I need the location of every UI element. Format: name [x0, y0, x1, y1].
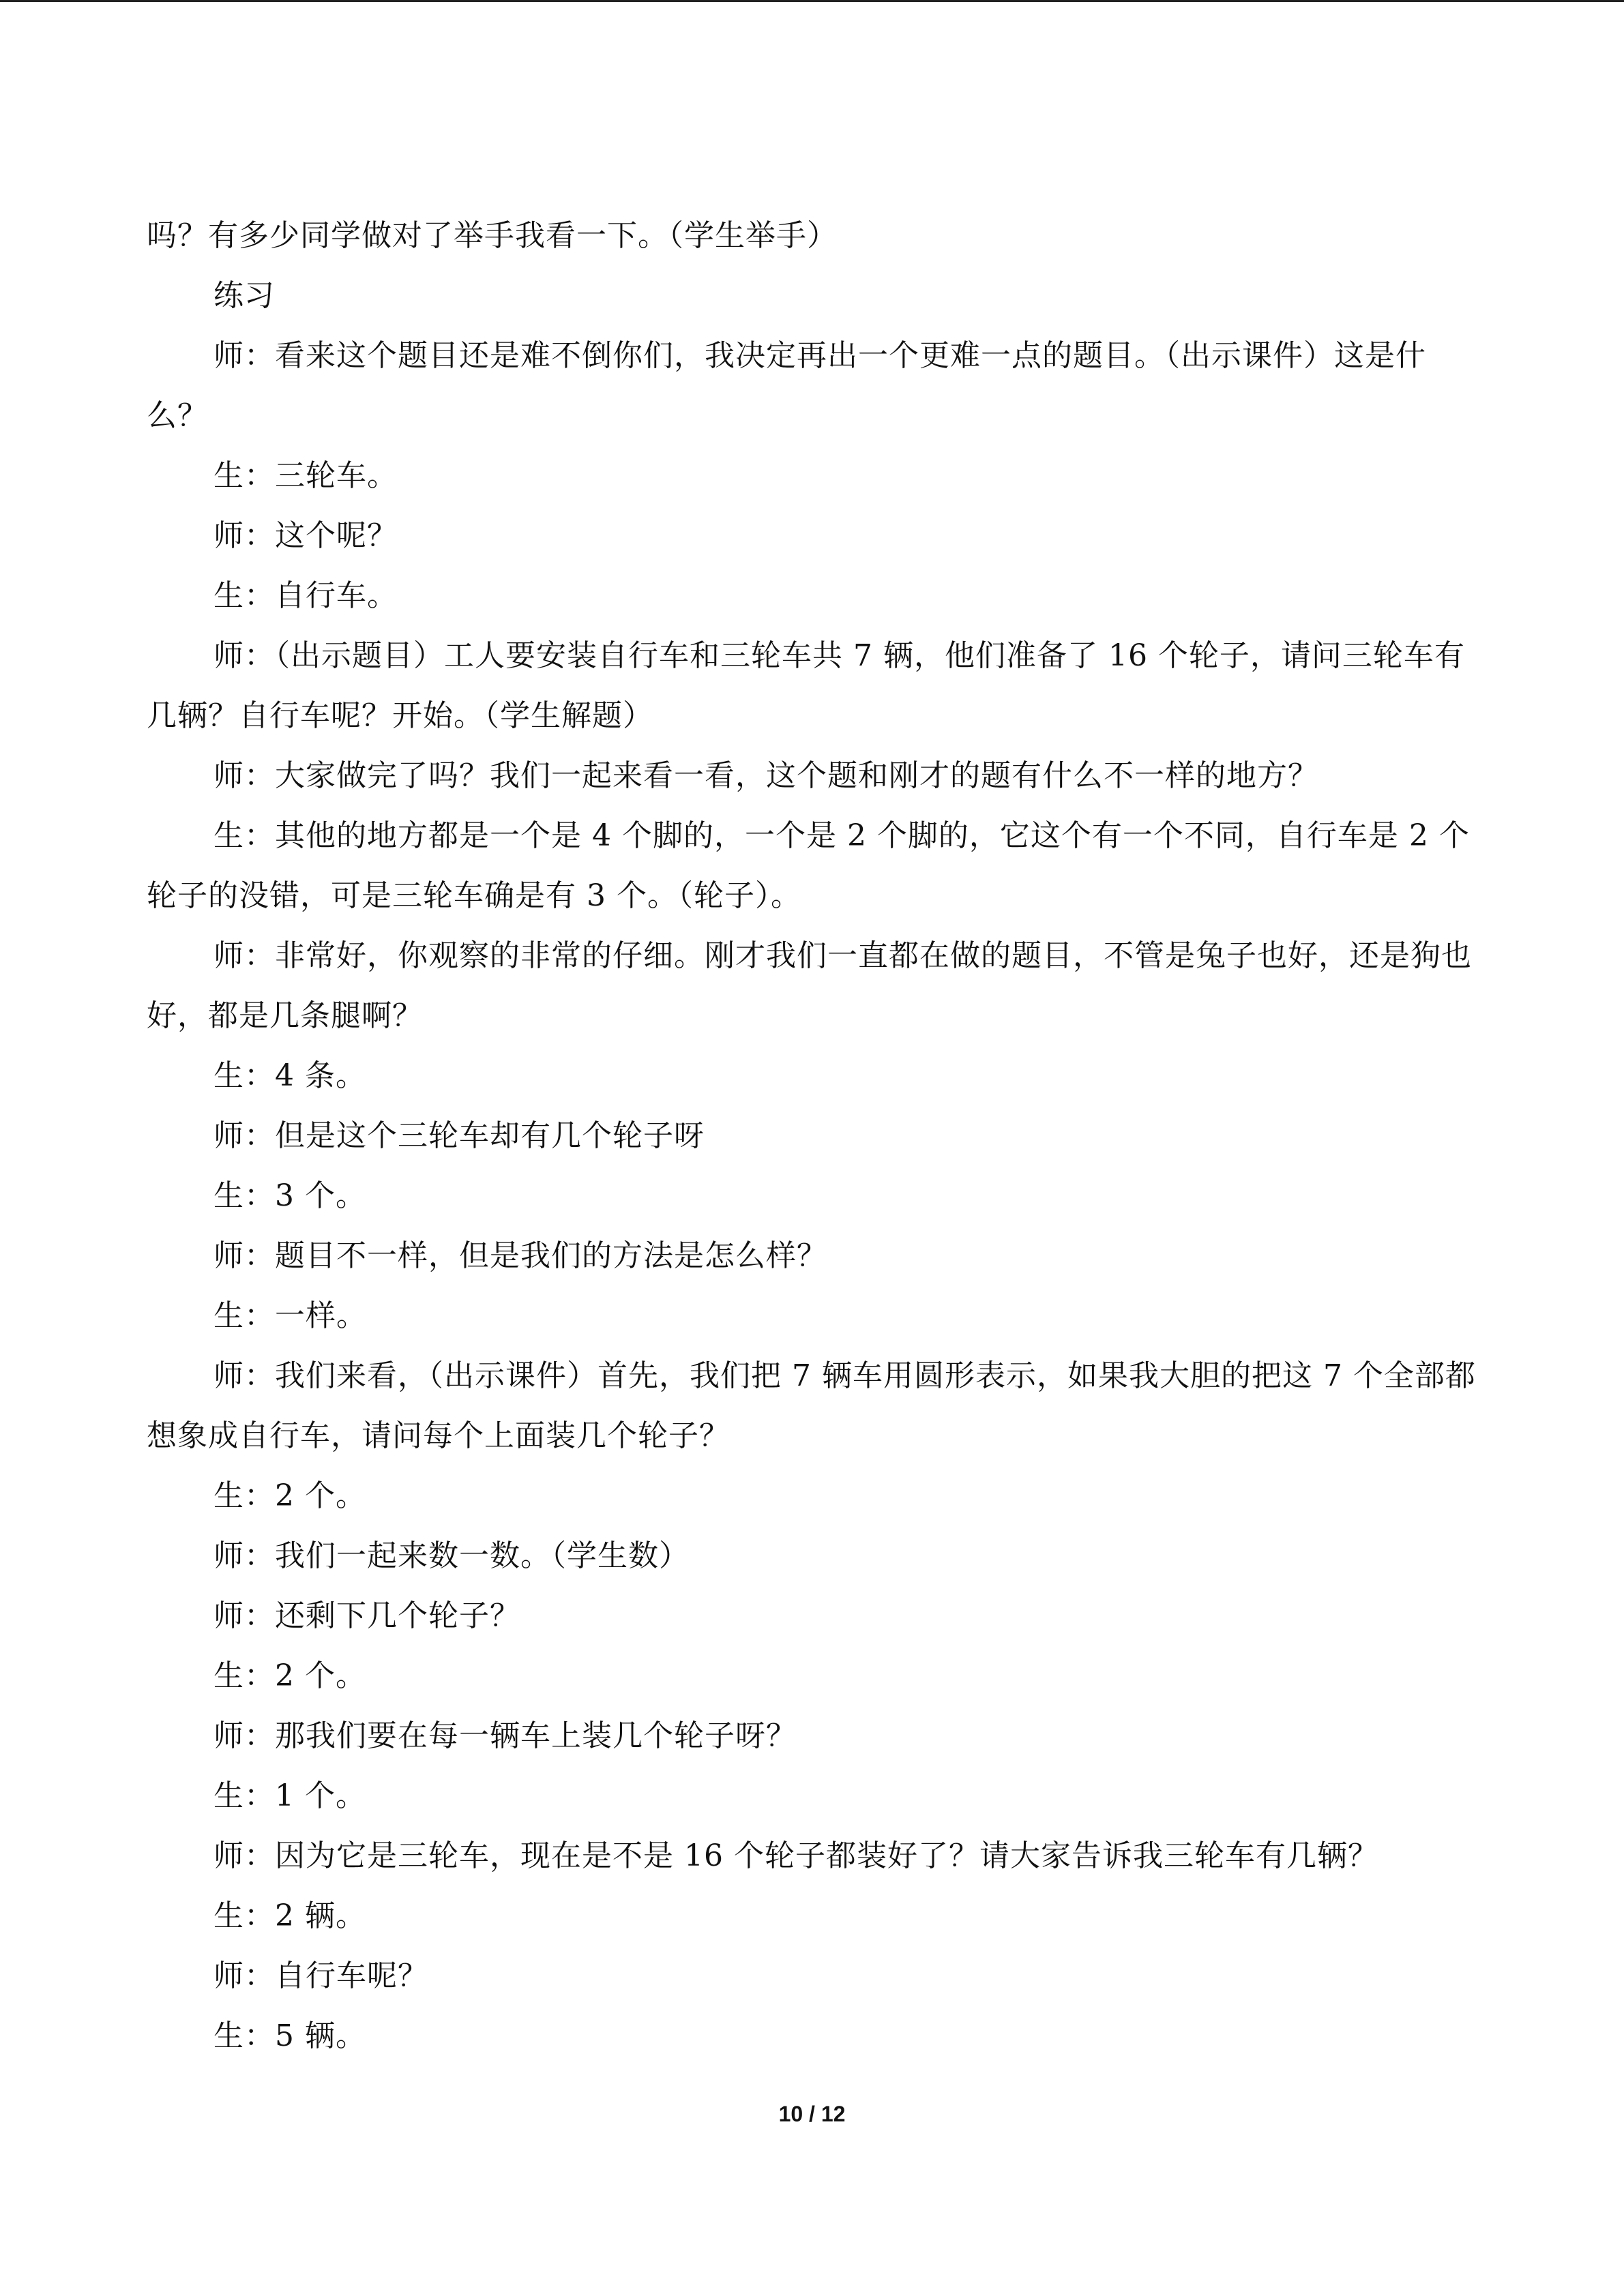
top-border-line [0, 0, 1624, 2]
paragraph: 生：自行车。 [213, 578, 398, 613]
paragraph: 师：非常好，你观察的非常的仔细。刚才我们一直都在做的题目，不管是兔子也好，还是狗也好，都是几条腿啊？ [147, 938, 1472, 1033]
paragraph: 生：3 个。 [213, 1178, 366, 1213]
page-number: 10 / 12 [778, 2102, 846, 2126]
paragraph: 生：4 条。 [213, 1058, 366, 1093]
paragraph: 师：但是这个三轮车却有几个轮子呀 [213, 1118, 705, 1153]
paragraph: 师：我们来看，（出示课件）首先，我们把 7 辆车用圆形表示，如果我大胆的把这 7 个全部都想象成自行车，请问每个上面装几个轮子？ [147, 1358, 1476, 1453]
paragraph: 生：5 辆。 [213, 2018, 366, 2053]
paragraph: 生：1 个。 [213, 1778, 366, 1813]
paragraph: 师：那我们要在每一辆车上装几个轮子呀？ [213, 1718, 797, 1753]
paragraph: 师：因为它是三轮车，现在是不是 16 个轮子都装好了？请大家告诉我三轮车有几辆？ [213, 1838, 1378, 1873]
paragraph: 师：自行车呢？ [213, 1958, 428, 1993]
document-body [147, 206, 1477, 2066]
paragraph: 生：其他的地方都是一个是 4 个脚的，一个是 2 个脚的，它这个有一个不同，自行车是 2 个轮子的没错，可是三轮车确是有 3 个。（轮子）。 [147, 818, 1470, 913]
paragraph: 师：看来这个题目还是难不倒你们，我决定再出一个更难一点的题目。（出示课件）这是什么？ [147, 338, 1426, 433]
paragraph: 生：三轮车。 [213, 458, 398, 493]
paragraph: 生：一样。 [213, 1298, 367, 1333]
paragraph: 生：2 个。 [213, 1658, 366, 1693]
paragraph: 生：2 辆。 [213, 1898, 366, 1933]
paragraph: 师：题目不一样，但是我们的方法是怎么样？ [213, 1238, 827, 1273]
paragraph: 师：（出示题目）工人要安装自行车和三轮车共 7 辆，他们准备了 16 个轮子，请问三轮车有几辆？自行车呢？开始。（学生解题） [147, 638, 1465, 733]
paragraph: 练习 [213, 278, 275, 313]
paragraph: 生：2 个。 [213, 1478, 366, 1513]
paragraph: 师：我们一起来数一数。（学生数） [213, 1538, 690, 1573]
paragraph: 师：还剩下几个轮子？ [213, 1598, 520, 1633]
paragraph: 师：大家做完了吗？我们一起来看一看，这个题和刚才的题有什么不一样的地方？ [213, 758, 1318, 793]
paragraph: 师：这个呢？ [213, 518, 398, 553]
paragraph: 吗？有多少同学做对了举手我看一下。（学生举手） [147, 218, 838, 253]
